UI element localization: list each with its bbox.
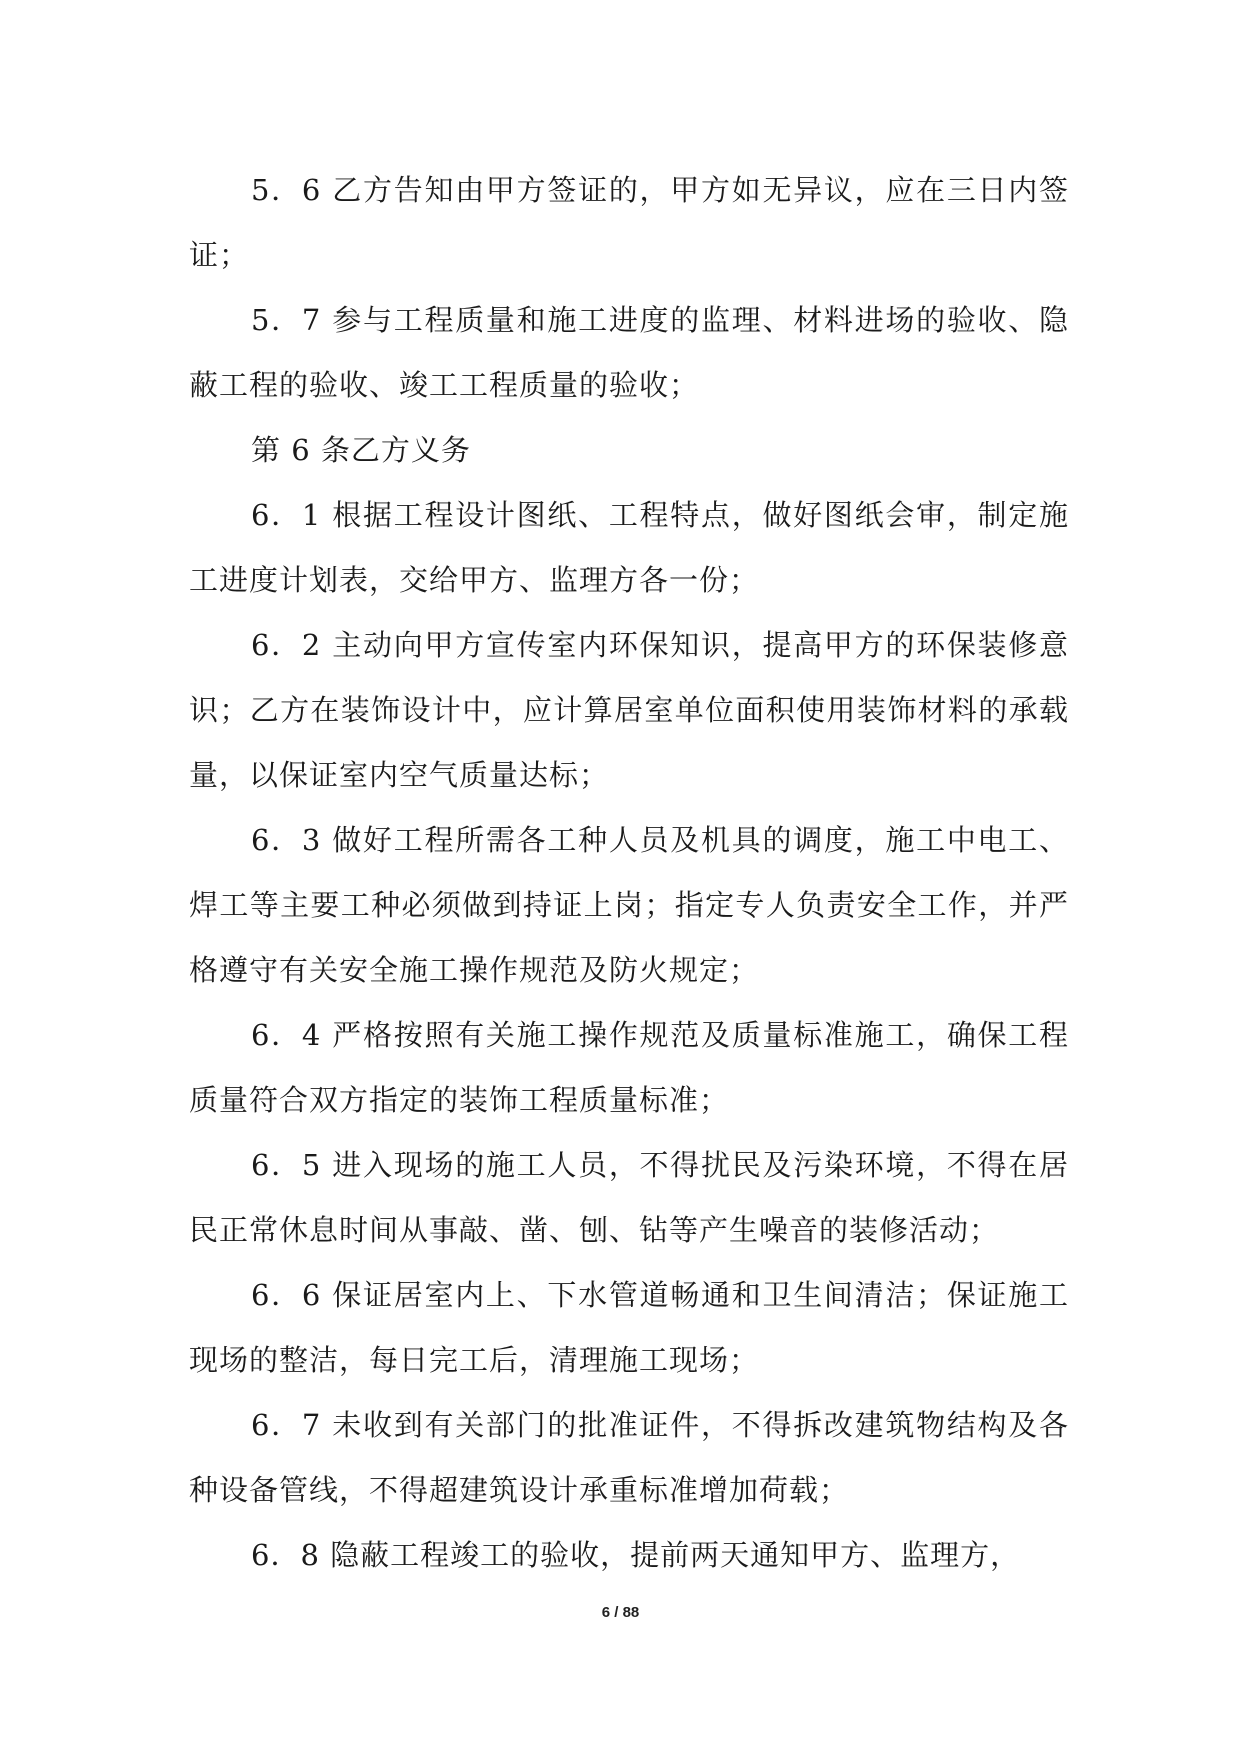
paragraph-6-1: 6．1 根据工程设计图纸、工程特点，做好图纸会审，制定施工进度计划表，交给甲方、监理方各一份； [189, 498, 1069, 597]
paragraph-6-4: 6．4 严格按照有关施工操作规范及质量标准施工，确保工程质量符合双方指定的装饰工程质量标准； [189, 1018, 1069, 1117]
paragraph-6-5: 6．5 进入现场的施工人员，不得扰民及污染环境，不得在居民正常休息时间从事敲、凿、刨、钻等产生噪音的装修活动； [189, 1148, 1069, 1247]
document-body [189, 158, 1069, 1588]
paragraph-6-7: 6．7 未收到有关部门的批准证件，不得拆改建筑物结构及各种设备管线，不得超建筑设计承重标准增加荷载； [189, 1408, 1069, 1507]
paragraph-5-7: 5．7 参与工程质量和施工进度的监理、材料进场的验收、隐蔽工程的验收、竣工工程质量的验收； [189, 303, 1069, 402]
paragraph-6-8: 6．8 隐蔽工程竣工的验收，提前两天通知甲方、监理方， [251, 1538, 1021, 1572]
section-heading-article-6: 第 6 条乙方义务 [251, 433, 471, 467]
paragraph-5-6: 5．6 乙方告知由甲方签证的，甲方如无异议，应在三日内签证； [189, 173, 1069, 272]
paragraph-6-3: 6．3 做好工程所需各工种人员及机具的调度，施工中电工、焊工等主要工种必须做到持证上岗；指定专人负责安全工作，并严格遵守有关安全施工操作规范及防火规定； [189, 823, 1069, 987]
paragraph-6-2: 6．2 主动向甲方宣传室内环保知识，提高甲方的环保装修意识；乙方在装饰设计中，应计算居室单位面积使用装饰材料的承载量，以保证室内空气质量达标； [189, 628, 1069, 792]
page-number: 6 / 88 [601, 1604, 640, 1621]
paragraph-6-6: 6．6 保证居室内上、下水管道畅通和卫生间清洁；保证施工现场的整洁，每日完工后，清理施工现场； [189, 1278, 1069, 1377]
